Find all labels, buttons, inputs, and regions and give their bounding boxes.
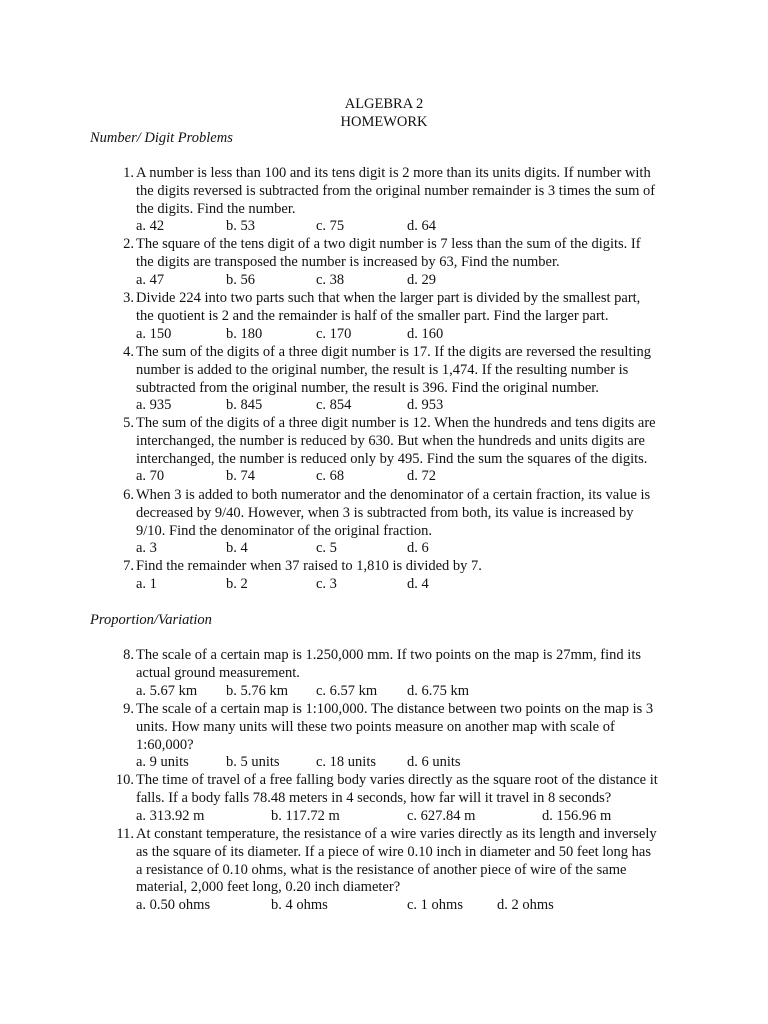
choice-a: a. 42 bbox=[136, 218, 165, 235]
answer-choices bbox=[136, 808, 696, 826]
choice-c: c. 68 bbox=[316, 468, 345, 485]
choice-a: a. 3 bbox=[136, 540, 157, 557]
choice-b: b. 117.72 m bbox=[271, 807, 340, 824]
question-10 bbox=[115, 772, 696, 825]
choice-d: d. 6.75 km bbox=[407, 682, 470, 699]
answer-choices bbox=[136, 576, 696, 594]
choice-a: a. 5.67 km bbox=[136, 682, 198, 699]
choice-b: b. 56 bbox=[226, 271, 255, 288]
question-text-line: a resistance of 0.10 ohms, what is the resistance of another piece of wire of the same bbox=[136, 861, 627, 878]
question-5 bbox=[123, 415, 696, 486]
choice-d: d. 29 bbox=[407, 271, 436, 288]
question-text-line: decreased by 9/40. However, when 3 is subtracted from both, its value is increased by bbox=[136, 504, 634, 521]
question-text-line: interchanged, the number is reduced by 630. But when the hundreds and units digits are bbox=[136, 432, 645, 449]
answer-choices bbox=[136, 754, 696, 772]
title-line-2: HOMEWORK bbox=[340, 114, 428, 130]
question-7 bbox=[123, 558, 696, 594]
question-text-line: Find the remainder when 37 raised to 1,810 is divided by 7. bbox=[136, 558, 482, 574]
question-text-line: subtracted from the original number, the result is 396. Find the original number. bbox=[136, 379, 599, 396]
question-4 bbox=[123, 344, 696, 415]
question-text-line: The square of the tens digit of a two digit number is 7 less than the sum of the digits. If bbox=[136, 236, 641, 252]
choice-a: a. 70 bbox=[136, 468, 165, 485]
question-text-line: The time of travel of a free falling body varies directly as the square root of the distance it bbox=[136, 772, 658, 788]
question-text-line: number is added to the original number, the result is 1,474. If the resulting number is bbox=[136, 361, 629, 378]
question-text-line: interchanged, the number is reduced only by 495. Find the sum the squares of the digits. bbox=[136, 450, 648, 467]
choice-b: b. 5.76 km bbox=[226, 682, 289, 699]
question-text-line: the digits reversed is subtracted from the original number remainder is 3 times the sum of bbox=[136, 182, 656, 199]
question-text-line: At constant temperature, the resistance of a wire varies directly as its length and inversely bbox=[136, 826, 657, 842]
document-title bbox=[0, 95, 768, 131]
question-11 bbox=[116, 826, 696, 915]
choice-a: a. 935 bbox=[136, 397, 172, 414]
question-number: 6. bbox=[123, 487, 134, 503]
choice-c: c. 170 bbox=[316, 325, 352, 342]
question-text-line: A number is less than 100 and its tens digit is 2 more than its units digits. If number with bbox=[136, 165, 651, 181]
section-heading-number-digit: Number/ Digit Problems bbox=[90, 130, 233, 146]
choice-c: c. 854 bbox=[316, 397, 352, 414]
choice-c: c. 1 ohms bbox=[407, 897, 463, 914]
question-number: 3. bbox=[123, 290, 134, 306]
choice-d: d. 64 bbox=[407, 218, 436, 235]
choice-d: d. 72 bbox=[407, 468, 436, 485]
choice-c: c. 18 units bbox=[316, 754, 377, 771]
choice-b: b. 845 bbox=[226, 397, 263, 414]
question-number: 10. bbox=[115, 772, 134, 788]
answer-choices bbox=[136, 272, 696, 290]
choice-a: a. 150 bbox=[136, 325, 172, 342]
question-number: 1. bbox=[123, 165, 134, 181]
answer-choices bbox=[136, 468, 696, 486]
choice-a: a. 1 bbox=[136, 575, 157, 592]
question-text-line: 1:60,000? bbox=[136, 736, 194, 753]
choice-b: b. 2 bbox=[226, 575, 248, 592]
choice-d: d. 953 bbox=[407, 397, 444, 414]
question-2 bbox=[123, 236, 696, 289]
choice-b: b. 74 bbox=[226, 468, 255, 485]
question-number: 5. bbox=[123, 415, 134, 431]
question-8 bbox=[123, 647, 696, 700]
question-number: 8. bbox=[123, 647, 134, 663]
question-number: 11. bbox=[116, 826, 134, 842]
question-text-line: material, 2,000 feet long, 0.20 inch diameter? bbox=[136, 879, 401, 896]
question-text-line: 9/10. Find the denominator of the original fraction. bbox=[136, 522, 432, 539]
question-number: 7. bbox=[123, 558, 134, 574]
title-line-1: ALGEBRA 2 bbox=[344, 96, 424, 112]
question-text-line: as the square of its diameter. If a piece of wire 0.10 inch in diameter and 50 feet long has bbox=[136, 843, 651, 860]
question-number: 4. bbox=[123, 344, 134, 360]
choice-c: c. 6.57 km bbox=[316, 682, 378, 699]
question-text-line: falls. If a body falls 78.48 meters in 4 seconds, how far will it travel in 8 seconds? bbox=[136, 789, 612, 806]
choice-d: d. 6 units bbox=[407, 754, 461, 771]
question-text-line: The sum of the digits of a three digit number is 17. If the digits are reversed the resulting bbox=[136, 344, 652, 360]
choice-b: b. 53 bbox=[226, 218, 255, 235]
choice-b: b. 4 ohms bbox=[271, 897, 328, 914]
choice-a: a. 0.50 ohms bbox=[136, 897, 211, 914]
question-text-line: the digits are transposed the number is increased by 63, Find the number. bbox=[136, 253, 560, 270]
choice-b: b. 4 bbox=[226, 540, 248, 557]
question-6 bbox=[123, 487, 696, 558]
question-text-line: Divide 224 into two parts such that when the larger part is divided by the smallest part, bbox=[136, 290, 641, 306]
answer-choices bbox=[136, 540, 696, 558]
question-number: 9. bbox=[123, 701, 134, 717]
choice-d: d. 2 ohms bbox=[497, 897, 554, 914]
question-text-line: When 3 is added to both numerator and the denominator of a certain fraction, its value is bbox=[136, 487, 651, 503]
question-1 bbox=[123, 165, 696, 236]
answer-choices bbox=[136, 218, 696, 236]
question-text-line: The scale of a certain map is 1:100,000. The distance between two points on the map is 3 bbox=[136, 701, 654, 717]
question-text-line: The scale of a certain map is 1.250,000 mm. If two points on the map is 27mm, find its bbox=[136, 647, 641, 663]
answer-choices bbox=[136, 326, 696, 344]
section-heading-proportion-variation: Proportion/Variation bbox=[90, 612, 212, 628]
question-number: 2. bbox=[123, 236, 134, 252]
choice-a: a. 313.92 m bbox=[136, 807, 205, 824]
choice-c: c. 627.84 m bbox=[407, 807, 476, 824]
choice-a: a. 47 bbox=[136, 271, 165, 288]
choice-a: a. 9 units bbox=[136, 754, 189, 771]
question-text-line: actual ground measurement. bbox=[136, 664, 300, 681]
choice-b: b. 180 bbox=[226, 325, 263, 342]
answer-choices bbox=[136, 683, 696, 701]
question-text-line: units. How many units will these two points measure on another map with scale of bbox=[136, 718, 615, 735]
choice-c: c. 38 bbox=[316, 271, 345, 288]
question-9 bbox=[123, 701, 696, 772]
answer-choices bbox=[136, 397, 696, 415]
choice-d: d. 4 bbox=[407, 575, 429, 592]
choice-d: d. 160 bbox=[407, 325, 444, 342]
choice-c: c. 75 bbox=[316, 218, 345, 235]
choice-d: d. 156.96 m bbox=[542, 807, 612, 824]
question-text-line: the quotient is 2 and the remainder is half of the smaller part. Find the larger part. bbox=[136, 307, 609, 324]
choice-d: d. 6 bbox=[407, 540, 429, 557]
choice-b: b. 5 units bbox=[226, 754, 280, 771]
choice-c: c. 5 bbox=[316, 540, 337, 557]
question-3 bbox=[123, 290, 696, 343]
question-text-line: the digits. Find the number. bbox=[136, 200, 296, 217]
choice-c: c. 3 bbox=[316, 575, 337, 592]
answer-choices bbox=[136, 897, 696, 915]
question-text-line: The sum of the digits of a three digit number is 12. When the hundreds and tens digits are bbox=[136, 415, 656, 431]
